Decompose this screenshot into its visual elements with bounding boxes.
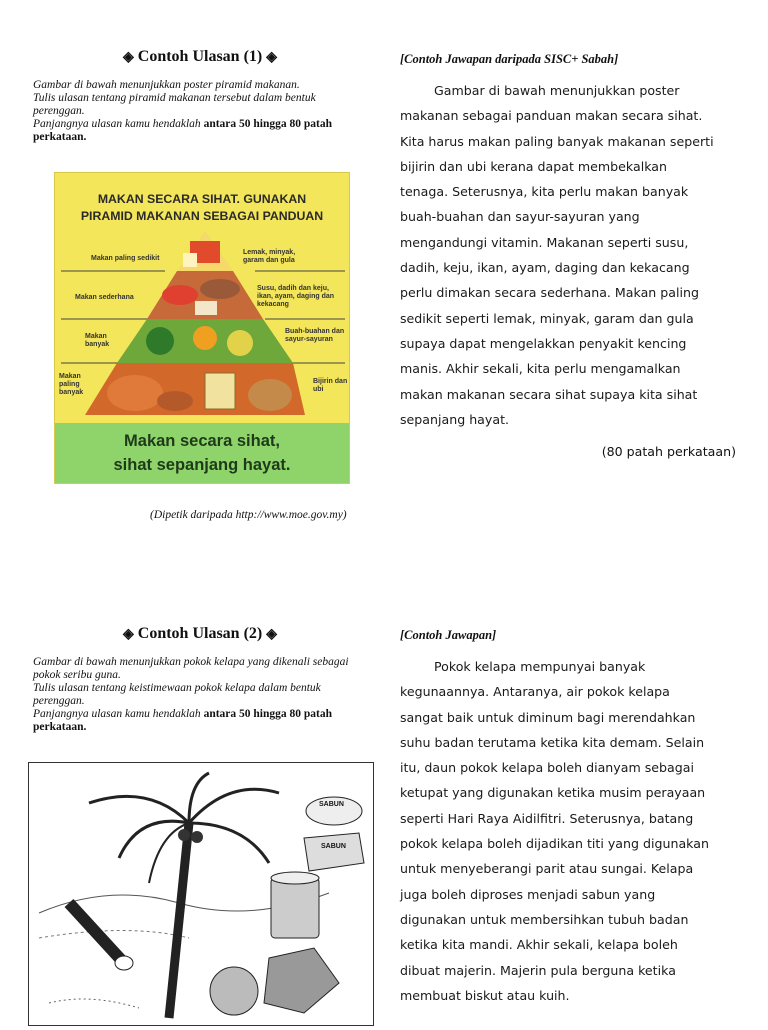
prompt-line: Panjangnya ulasan kamu hendaklah [33,708,201,720]
label-fruit: Buah-buahan dan sayur-sayuran [285,328,345,343]
answer-line: ketupat yang digunakan ketika musim perayaan [400,785,706,801]
answer-line: untuk menyeberangi parit atau sungai. Kelapa [400,861,694,877]
answer-line: makanan sebagai panduan makan secara sihat. [400,108,703,124]
answer-line: sangat baik untuk diminum bagi merendahkan [400,709,696,725]
sketch-sabun-label: SABUN [319,801,344,808]
label-fats: Lemak, minyak, garam dan gula [243,249,296,264]
diamond-icon: ◈ [266,627,278,642]
section1-heading-text: Contoh Ulasan (1) [137,48,263,65]
answer-line: buah-buahan dan sayur-sayuran yang [400,209,640,225]
prompt-line: Tulis ulasan tentang keistimewaan pokok kelapa dalam bentuk perenggan. [33,682,321,707]
sketch-sabun-label: SABUN [321,843,346,850]
diamond-icon: ◈ [122,627,134,642]
answer-line: membuat biskut atau kuih. [400,987,570,1003]
poster-caption: (Dipetik daripada http://www.moe.gov.my) [150,509,347,521]
answer-line: kegunaannya. Antaranya, air pokok kelapa [400,684,670,700]
section1-prompt [33,79,368,144]
answer-line: sedikit seperti lemak, minyak, garam dan gula [400,310,694,326]
word-count: (80 patah perkataan) [601,444,736,459]
answer-line: bijirin dan ubi kerana dapat membekalkan [400,158,667,174]
section1-answer [400,78,736,432]
label-most: Makan paling banyak [59,373,84,396]
slogan-line1: Makan secara sihat, [124,432,280,450]
label-moderate: Makan sederhana [75,294,134,301]
section2-answer-title: [Contoh Jawapan] [400,628,497,642]
section2-heading [60,625,340,643]
answer-line: manis. Akhir sekali, kita perlu mengamalkan [400,361,681,377]
section2-prompt [33,656,368,734]
prompt-bold: antara 50 hingga 80 patah perkataan. [33,708,332,733]
section2-answer [400,654,736,1008]
answer-line: supaya dapat mengelakkan penyakit kencing [400,335,687,351]
prompt-line: Gambar di bawah menunjukkan poster piramid makanan. [33,79,300,91]
coconut-tree-sketch [28,762,374,1026]
answer-line: dadih, keju, ikan, ayam, daging dan kekacang [400,260,690,276]
answer-line: pokok kelapa boleh dijadikan titi yang digunakan [400,836,709,852]
poster-title-line2: PIRAMID MAKANAN SEBAGAI PANDUAN [80,209,324,223]
prompt-bold: antara 50 hingga 80 patah perkataan. [33,118,332,143]
section1-answer-title: [Contoh Jawapan daripada SISC+ Sabah] [400,52,619,66]
answer-line: itu, daun pokok kelapa boleh dianyam sebagai [400,760,694,776]
answer-line: ketika kita mandi. Akhir sekali, kelapa boleh [400,937,678,953]
section1-heading [60,48,340,66]
section2-heading-text: Contoh Ulasan (2) [137,625,263,642]
answer-line: digunakan untuk membersihkan tubuh badan [400,911,689,927]
answer-line: makan makanan secara sihat supaya kita sihat [400,386,698,402]
answer-line: Gambar di bawah menunjukkan poster [434,83,680,98]
diamond-icon: ◈ [266,50,278,65]
answer-line: seperti Hari Raya Aidilfitri. Seterusnya, batang [400,810,694,826]
label-dairy: Susu, dadih dan keju, ikan, ayam, daging dan kekacang [257,285,335,308]
label-more: Makan banyak [85,333,110,348]
prompt-line: Tulis ulasan tentang piramid makanan tersebut dalam bentuk perenggan. [33,92,316,117]
slogan-line2: sihat sepanjang hayat. [113,456,291,474]
poster-title-line1: MAKAN SECARA SIHAT. GUNAKAN [97,192,307,206]
answer-line: tenaga. Seterusnya, kita perlu makan banyak [400,184,689,200]
prompt-line: Gambar di bawah menunjukkan pokok kelapa yang dikenali sebagai pokok seribu guna. [33,656,349,681]
answer-line: dibuat majerin. Majerin pula berguna ketika [400,962,676,978]
label-grain: Bijirin dan ubi [313,378,348,393]
answer-line: juga boleh diproses menjadi sabun yang [400,886,656,902]
prompt-line: Panjangnya ulasan kamu hendaklah [33,118,201,130]
answer-line: perlu dimakan secara sederhana. Makan paling [400,285,699,301]
answer-line: Pokok kelapa mempunyai banyak [434,659,646,674]
diamond-icon: ◈ [122,50,134,65]
label-least: Makan paling sedikit [91,255,160,262]
food-pyramid-poster [54,172,350,484]
poster-slogan-band [55,423,349,483]
answer-line: Kita harus makan paling banyak makanan seperti [400,133,714,149]
answer-line: mengandungi vitamin. Makanan seperti susu, [400,234,689,250]
answer-line: suhu badan terutama ketika kita demam. Selain [400,734,705,750]
answer-line: sepanjang hayat. [400,411,510,427]
